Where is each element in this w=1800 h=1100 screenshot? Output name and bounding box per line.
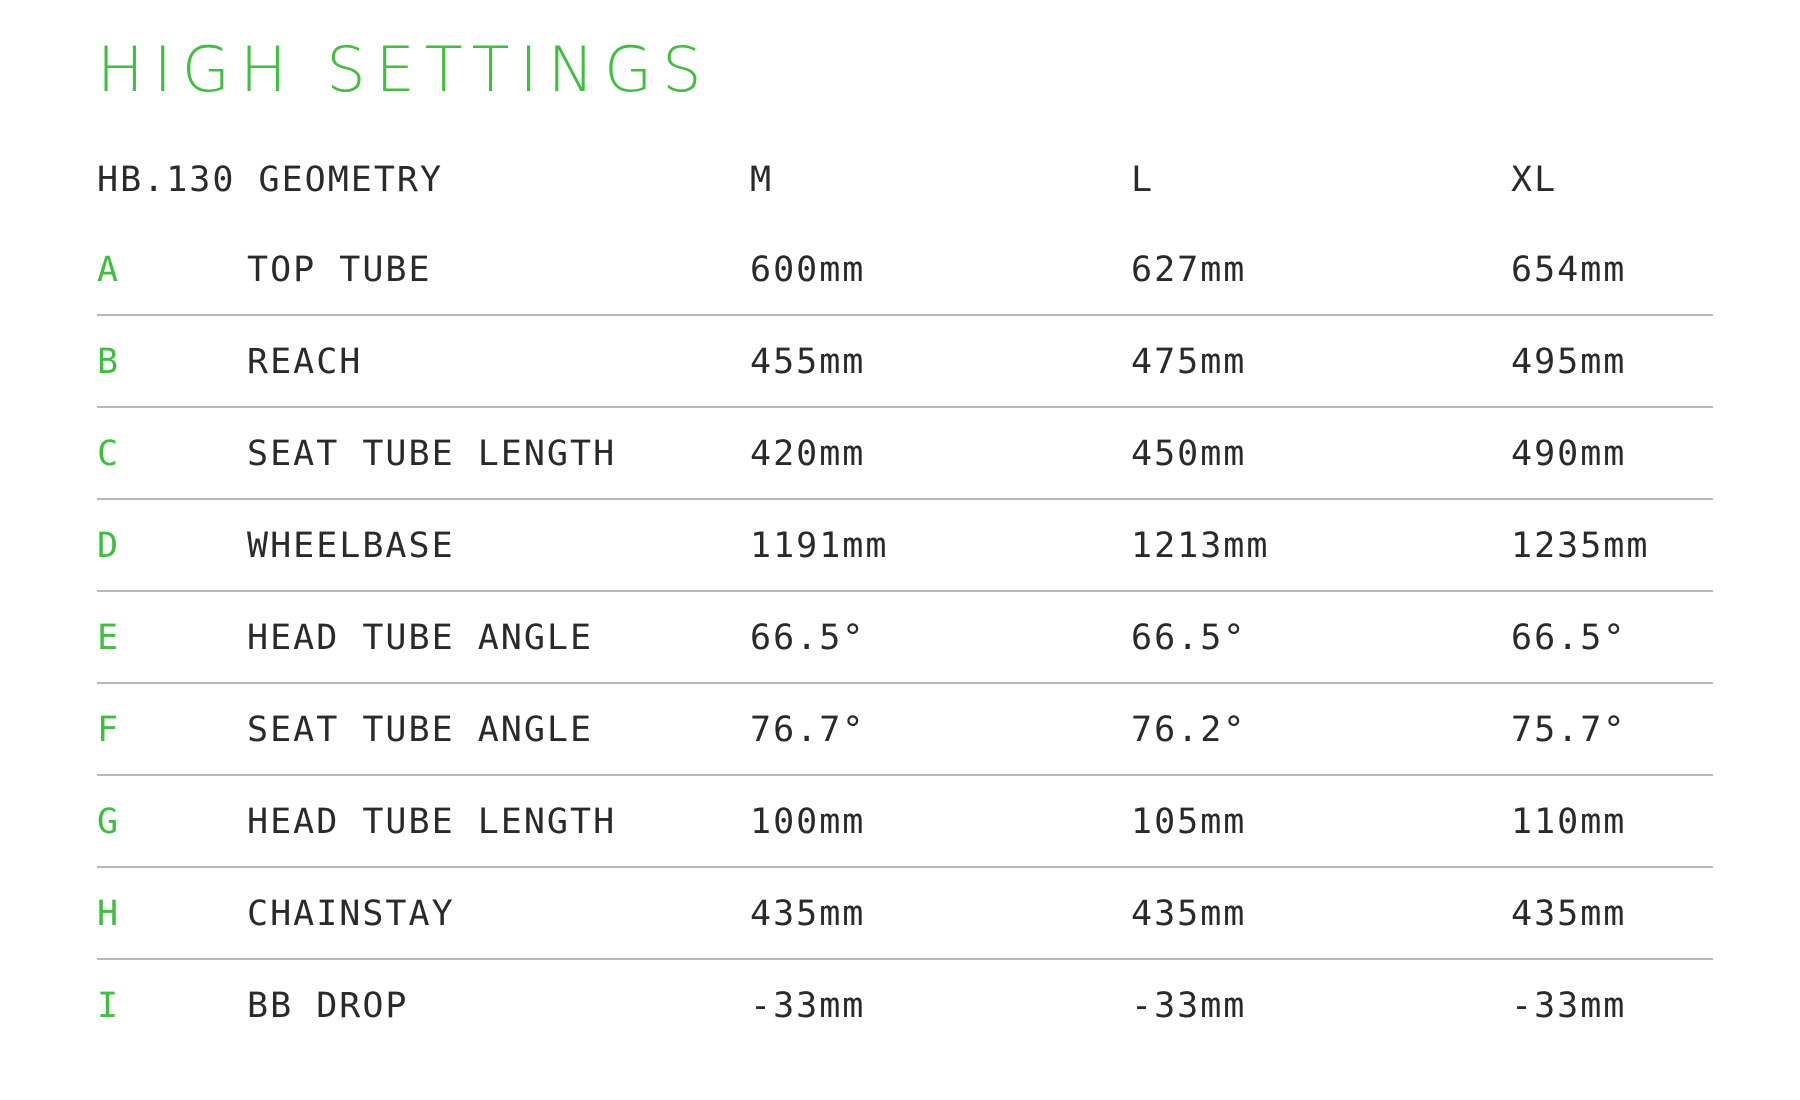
value-xl: 66.5° [1511, 618, 1627, 658]
table-row [97, 684, 1713, 776]
value-m: 100mm [750, 802, 866, 842]
value-xl: 1235mm [1511, 526, 1650, 566]
value-xl: 110mm [1511, 802, 1627, 842]
value-l: 435mm [1131, 894, 1247, 934]
row-label: SEAT TUBE ANGLE [247, 710, 594, 750]
table-header-row [97, 132, 1713, 224]
value-m: 600mm [750, 250, 866, 290]
value-xl: 654mm [1511, 250, 1627, 290]
value-l: 76.2° [1131, 710, 1247, 750]
value-m: 66.5° [750, 618, 866, 658]
row-letter: A [97, 250, 121, 290]
table-row [97, 960, 1713, 1052]
row-label: REACH [247, 342, 363, 382]
table-row [97, 592, 1713, 684]
geometry-header-label: HB.130 GEOMETRY [97, 160, 444, 200]
value-m: 420mm [750, 434, 866, 474]
value-m: 435mm [750, 894, 866, 934]
value-m: 1191mm [750, 526, 889, 566]
geometry-table [97, 132, 1713, 1052]
row-letter: C [97, 434, 121, 474]
size-header-xl: XL [1511, 160, 1558, 200]
size-header-l: L [1131, 160, 1155, 200]
value-l: 105mm [1131, 802, 1247, 842]
table-row [97, 408, 1713, 500]
value-l: 1213mm [1131, 526, 1270, 566]
page-title: HIGH SETTINGS [97, 33, 712, 106]
value-xl: -33mm [1511, 986, 1627, 1026]
table-row [97, 868, 1713, 960]
value-xl: 490mm [1511, 434, 1627, 474]
value-m: -33mm [750, 986, 866, 1026]
value-m: 76.7° [750, 710, 866, 750]
row-label: TOP TUBE [247, 250, 432, 290]
row-label: SEAT TUBE LENGTH [247, 434, 617, 474]
row-letter: F [97, 710, 121, 750]
row-label: HEAD TUBE ANGLE [247, 618, 594, 658]
table-row [97, 500, 1713, 592]
table-row [97, 776, 1713, 868]
size-header-m: M [750, 160, 774, 200]
row-letter: I [97, 986, 121, 1026]
row-letter: B [97, 342, 121, 382]
value-xl: 75.7° [1511, 710, 1627, 750]
row-label: HEAD TUBE LENGTH [247, 802, 617, 842]
row-label: WHEELBASE [247, 526, 455, 566]
table-row [97, 224, 1713, 316]
row-letter: G [97, 802, 121, 842]
row-letter: E [97, 618, 121, 658]
value-l: 627mm [1131, 250, 1247, 290]
row-label: BB DROP [247, 986, 409, 1026]
value-xl: 435mm [1511, 894, 1627, 934]
row-letter: H [97, 894, 121, 934]
value-l: 450mm [1131, 434, 1247, 474]
value-l: -33mm [1131, 986, 1247, 1026]
table-row [97, 316, 1713, 408]
row-letter: D [97, 526, 121, 566]
value-xl: 495mm [1511, 342, 1627, 382]
row-label: CHAINSTAY [247, 894, 455, 934]
value-l: 475mm [1131, 342, 1247, 382]
value-m: 455mm [750, 342, 866, 382]
value-l: 66.5° [1131, 618, 1247, 658]
